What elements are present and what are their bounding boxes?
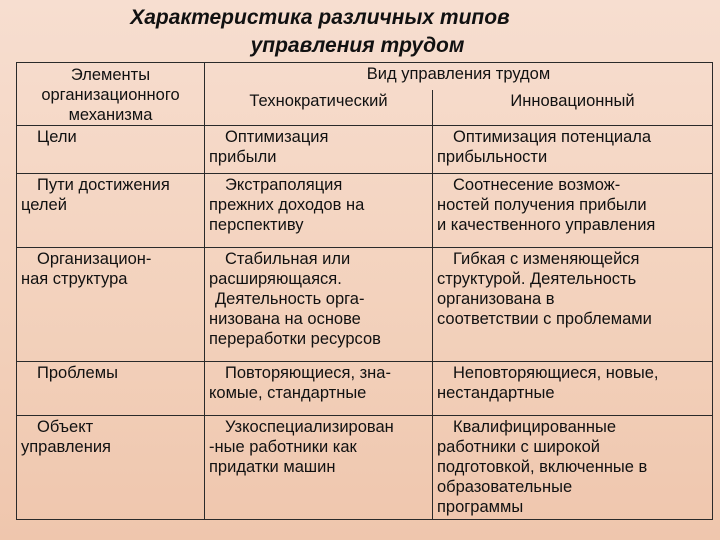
cell-line: Оптимизация потенциала — [453, 128, 652, 146]
cell-line: Цели — [37, 128, 77, 146]
cell-line: комые, стандартные — [209, 384, 367, 402]
cell-line: прибыльности — [437, 148, 548, 166]
cell-line: Проблемы — [37, 364, 118, 382]
row-techno-cell — [205, 248, 433, 362]
cell-line: Неповторяющиеся, новые, — [453, 364, 659, 382]
cell-line: расширяющаяся. — [209, 270, 342, 288]
cell-line: Экстраполяция — [225, 176, 343, 194]
table-row — [17, 174, 713, 248]
header-elements-line: механизма — [68, 106, 153, 124]
table-row — [17, 362, 713, 416]
cell-line: Оптимизация — [225, 128, 329, 146]
row-innov-cell — [433, 416, 713, 520]
header-elements-line: Элементы — [70, 66, 151, 84]
cell-line: Организацион- — [37, 250, 152, 268]
cell-line: низована на основе — [209, 310, 361, 328]
cell-line: Квалифицированные — [453, 418, 617, 436]
header-type-label: Вид управления трудом — [366, 65, 551, 83]
cell-line: Повторяющиеся, зна- — [225, 364, 391, 382]
header-elements-line: организационного — [41, 86, 180, 104]
cell-line: работники с широкой — [437, 438, 600, 456]
cell-line: прибыли — [209, 148, 277, 166]
table-row — [17, 416, 713, 520]
title-line-1: Характеристика различных типов — [130, 6, 510, 29]
row-techno-cell — [205, 174, 433, 248]
cell-line: перспективу — [209, 216, 304, 234]
cell-line: Узкоспециализирован — [225, 418, 394, 436]
cell-line: соответствии с проблемами — [437, 310, 652, 328]
cell-line: управления — [21, 438, 111, 456]
cell-line: подготовкой, включенные в — [437, 458, 648, 476]
management-types-table — [16, 62, 713, 520]
cell-line: ная структура — [21, 270, 128, 288]
cell-line: Объект — [37, 418, 94, 436]
row-innov-cell — [433, 126, 713, 174]
slide-title — [0, 4, 720, 60]
row-techno-cell — [205, 126, 433, 174]
row-innov-cell — [433, 248, 713, 362]
table-row — [17, 126, 713, 174]
header-innov-cell — [433, 90, 713, 125]
row-innov-cell — [433, 174, 713, 248]
cell-line: Стабильная или — [225, 250, 351, 268]
cell-line: Гибкая с изменяющейся — [453, 250, 640, 268]
cell-line: переработки ресурсов — [209, 330, 381, 348]
cell-line: Пути достижения — [37, 176, 170, 194]
cell-line: Соотнесение возмож- — [453, 176, 621, 194]
row-innov-cell — [433, 362, 713, 416]
cell-line: Деятельность орга- — [215, 290, 365, 308]
cell-line: программы — [437, 498, 524, 516]
row-techno-cell — [205, 416, 433, 520]
cell-line: организована в — [437, 290, 555, 308]
row-element-cell — [17, 416, 205, 520]
cell-line: структурой. Деятельность — [437, 270, 637, 288]
cell-line: нестандартные — [437, 384, 555, 402]
header-innov-label: Инновационный — [510, 92, 635, 111]
row-element-cell — [17, 126, 205, 174]
cell-line: ностей получения прибыли — [437, 196, 647, 214]
header-row-1 — [17, 63, 713, 91]
cell-line: и качественного управления — [437, 216, 656, 234]
row-element-cell — [17, 362, 205, 416]
cell-line: целей — [21, 196, 67, 214]
title-line-2: управления трудом — [250, 34, 465, 57]
cell-line: образовательные — [437, 478, 573, 496]
header-techno-label: Технократический — [249, 92, 388, 111]
row-element-cell — [17, 248, 205, 362]
cell-line: прежних доходов на — [209, 196, 365, 214]
header-elements-cell — [17, 63, 205, 126]
row-techno-cell — [205, 362, 433, 416]
header-type-cell — [205, 63, 713, 91]
row-element-cell — [17, 174, 205, 248]
cell-line: придатки машин — [209, 458, 336, 476]
table-row — [17, 248, 713, 362]
cell-line: -ные работники как — [209, 438, 357, 456]
header-techno-cell — [205, 90, 433, 125]
